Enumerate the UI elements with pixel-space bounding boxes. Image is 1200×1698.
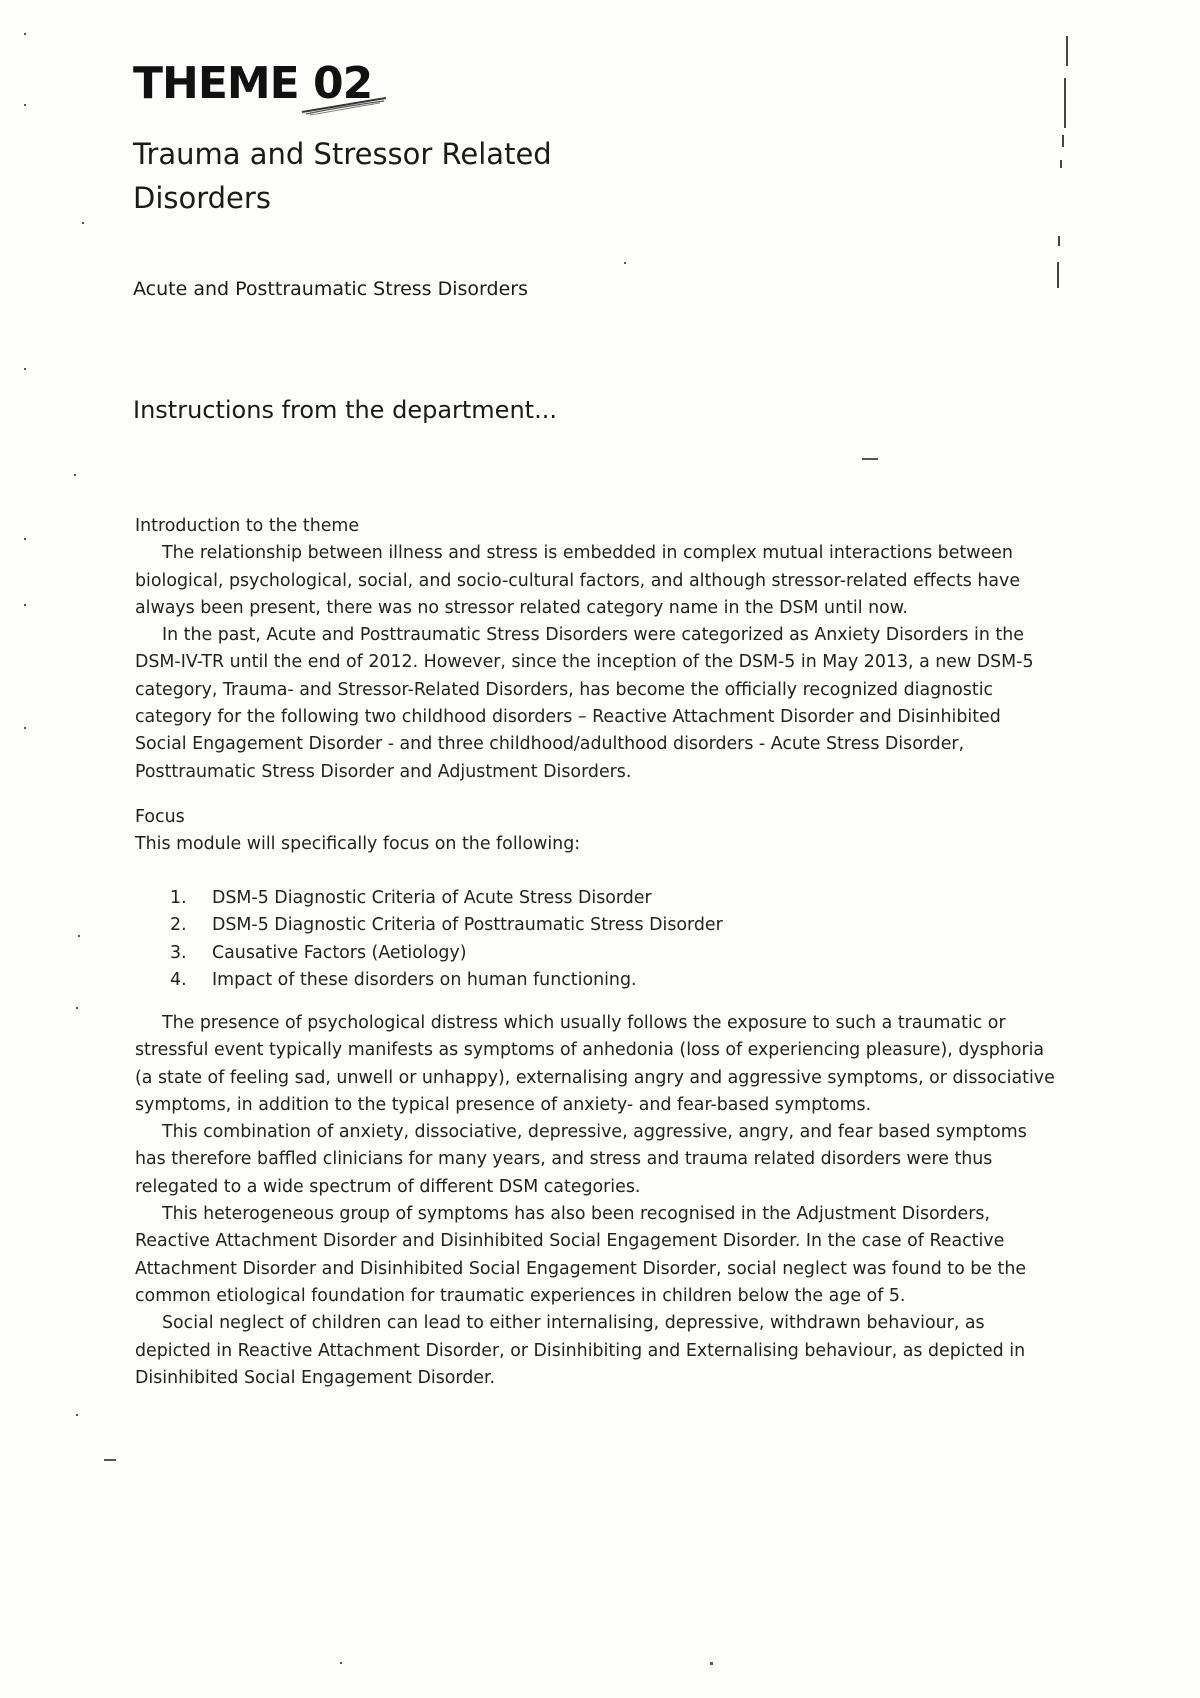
scan-edge-line — [1062, 135, 1064, 147]
focus-lead: This module will specifically focus on the following: — [135, 834, 581, 855]
list-item — [170, 885, 723, 912]
discussion-paragraph: This heterogeneous group of symptoms has also been recognised in the Adjustment Disorders, Reactive Attachment Disorder and Disinhibited Social Engagement Disorder. In the case of Reactive Attachment Disorder and Disinhibited Social Engagement Disorder, social neglect was found to be the common etiological foundation for traumatic experiences in children below the age of 5. — [135, 1204, 1027, 1306]
scan-dot-mark — [24, 604, 26, 606]
scan-edge-line — [1066, 36, 1068, 66]
scan-edge-line — [1064, 78, 1066, 128]
theme-title: THEME 02 — [133, 58, 373, 109]
list-text: DSM-5 Diagnostic Criteria of Posttraumatic Stress Disorder — [212, 915, 723, 936]
scan-dot-mark — [340, 1662, 342, 1664]
scan-edge-line — [1058, 236, 1060, 246]
intro-heading: Introduction to the theme — [135, 516, 360, 536]
focus-section — [135, 804, 1055, 859]
scan-dot-mark — [74, 474, 76, 476]
scan-dot-mark — [24, 33, 26, 35]
list-text: DSM-5 Diagnostic Criteria of Acute Stress Disorder — [212, 888, 652, 908]
discussion-section — [135, 1010, 1055, 1392]
scan-dot-mark — [82, 222, 84, 224]
intro-paragraph: The relationship between illness and stress is embedded in complex mutual interactions between biological, psychological, social, and socio-cultural factors, and although stressor-related effects have always been present, there was no stressor related category name in the DSM until now. — [135, 543, 1021, 618]
list-number: 2. — [170, 915, 187, 936]
list-item — [170, 940, 723, 967]
scan-dot-mark — [624, 262, 626, 264]
list-number: 3. — [170, 942, 187, 963]
scan-dot-mark — [24, 538, 26, 540]
scan-dot-mark — [76, 1414, 78, 1416]
focus-list — [170, 885, 723, 994]
instructions-heading: Instructions from the department... — [133, 396, 557, 424]
list-text: Impact of these disorders on human functioning. — [212, 969, 637, 990]
intro-section — [135, 513, 1055, 786]
theme-subtitle: Trauma and Stressor Related Disorders — [133, 137, 552, 215]
scan-dash-mark — [104, 1459, 116, 1461]
list-item — [170, 967, 723, 994]
scan-dot-mark — [710, 1662, 713, 1665]
scan-dot-mark — [24, 727, 26, 729]
discussion-paragraph: This combination of anxiety, dissociative, depressive, aggressive, angry, and fear based symptoms has therefore baffled clinicians for many years, and stress and trauma related disorders were thus relegated to a wide spectrum of different DSM categories. — [135, 1122, 1027, 1197]
scan-dash-mark — [862, 458, 878, 460]
scan-edge-line — [1057, 262, 1059, 288]
list-number: 1. — [170, 888, 187, 908]
discussion-paragraph: Social neglect of children can lead to either internalising, depressive, withdrawn behaviour, as depicted in Reactive Attachment Disorder, or Disinhibiting and Externalising behaviour, as depicted in Disinhibited Social Engagement Disorder. — [135, 1313, 1026, 1388]
scan-dot-mark — [76, 1007, 78, 1009]
list-number: 4. — [170, 969, 187, 990]
intro-paragraph: In the past, Acute and Posttraumatic Stress Disorders were categorized as Anxiety Disorders in the DSM-IV-TR until the end of 2012. However, since the inception of the DSM-5 in May 2013, a new DSM-5 category, Trauma- and Stressor-Related Disorders, has become the officially recognized diagnostic category for the following two childhood disorders – Reactive Attachment Disorder and Disinhibited Social Engagement Disorder - and three childhood/adulthood disorders - Acute Stress Disorder, Posttraumatic Stress Disorder and Adjustment Disorders. — [135, 625, 1034, 782]
section-label: Acute and Posttraumatic Stress Disorders — [133, 278, 528, 300]
list-text: Causative Factors (Aetiology) — [212, 942, 467, 963]
scan-dot-mark — [24, 368, 26, 370]
scan-dot-mark — [78, 935, 80, 937]
discussion-paragraph: The presence of psychological distress which usually follows the exposure to such a traumatic or stressful event typically manifests as symptoms of anhedonia (loss of experiencing pleasure), dysphoria (a state of feeling sad, unwell or unhappy), externalising angry and aggressive symptoms, or dissociative symptoms, in addition to the typical presence of anxiety- and fear-based symptoms. — [135, 1013, 1055, 1115]
scan-dot-mark — [24, 104, 26, 106]
scan-edge-line — [1060, 160, 1062, 168]
pen-underline-mark — [300, 94, 390, 118]
focus-heading: Focus — [135, 807, 185, 827]
list-item — [170, 912, 723, 939]
